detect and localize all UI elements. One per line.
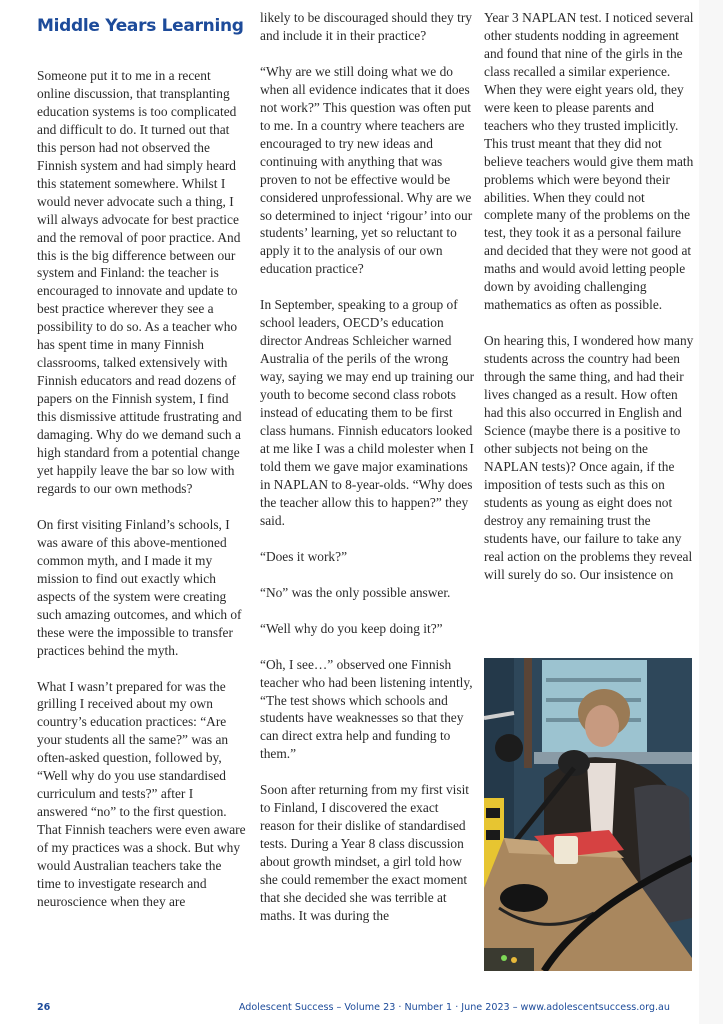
paragraph: “No” was the only possible answer.: [260, 584, 451, 600]
publication-footer: Adolescent Success – Volume 23 · Number 1 · June 2023 – www.adolescentsuccess.org.au: [238, 1002, 670, 1013]
interview-photo: [484, 658, 692, 971]
paragraph: On first visiting Finland’s schools, I was aware of this above-mentioned common myth, and I made it my mission to find out exactly which aspects of the system were creating such amazing outcomes, and which of these were the impossible to transfer practices behind the myth.: [37, 516, 242, 658]
text-column-1: [37, 67, 247, 929]
paragraph: On hearing this, I wondered how many students across the country had been through the same thing, and had their lives changed as a result. How often had this also occurred in English and Science (maybe there is a positive to other subjects not being on the NAPLAN tests)? Once again, if the imposition of tests such as this on students as young as eight does not destroy any remaining trust the students have, our failure to take any real action on the problems they reveal will surely do so. Our insistence on: [484, 333, 694, 582]
page-number: 26: [37, 1002, 51, 1013]
photo-illustration-icon: [484, 658, 692, 971]
paragraph: “Oh, I see…” observed one Finnish teacher who had been listening intently, “The test shows which schools and students have weaknesses so that they can direct extra help and funding to them.”: [260, 656, 473, 762]
paragraph: “Why are we still doing what we do when all evidence indicates that it does not work?” This question was often put to me. In a country where teachers are encouraged to try new ideas and continuing with anything that was proven to not be effective would be considered unprofessional. Why are we so determined to inject ‘rigour’ into our students’ learning, yet so reluctant to apply it to the analysis of our own education practice?: [260, 63, 473, 277]
section-title: Middle Years Learning: [37, 16, 244, 36]
text-column-3: [484, 9, 696, 602]
paragraph: likely to be discouraged should they try and include it in their practice?: [260, 10, 472, 43]
paragraph: “Well why do you keep doing it?”: [260, 620, 443, 636]
page-edge: [699, 0, 723, 1024]
paragraph: What I wasn’t prepared for was the grilling I received about my own country’s education practices: “Are your students all the same?” was an often-asked question, followed by, “Well why do you use standardised curriculum and tests?” after I answered “no” to the first question. That Finnish teachers were even aware of my practices was a shock. But why would Australian teachers take the time to investigate research and neuroscience when they are: [37, 678, 246, 909]
paragraph: “Does it work?”: [260, 548, 348, 564]
paragraph: In September, speaking to a group of school leaders, OECD’s education director Andreas Schleicher warned Australia of the perils of the wrong way, saying we may end up training our youth to become second class robots instead of educating them to be first class humans. Finnish educators looked at me like I was a child molester when I told them we gave major examinations in NAPLAN to 8-year-olds. “Why does the teacher allow this to happen?” they said.: [260, 297, 475, 528]
paragraph: Someone put it to me in a recent online discussion, that transplanting education systems is too complicated and difficult to do. It turned out that this person had not observed the Finnish system and had simply heard this statement somewhere. Whilst I would never advocate such a thing, I will always advocate for best practice and the removal of poor practice. And this is the big difference between our system and Finland: the teacher is encouraged to innovate and update to best practice wherever they see a possibility to do so. As a teacher who has spent time in many Finnish classrooms, talked extensively with Finnish educators and read dozens of papers on the Finnish system, I find this dismissive attitude frustrating and damaging. Why do we demand such a high standard from a potential change yet happily leave the bar so low with regards to our own methods?: [37, 68, 242, 496]
paragraph: Soon after returning from my first visit to Finland, I discovered the exact reason for their dislike of standardised tests. During a Year 8 class discussion about growth mindset, a girl told how she could remember the exact moment that she decided she was terrible at maths. It was during the: [260, 782, 470, 923]
text-column-2: [260, 9, 475, 943]
paragraph: Year 3 NAPLAN test. I noticed several other students nodding in agreement and found that nine of the girls in the class recalled a similar experience. When they were eight years old, they were keen to please parents and teachers who they trusted implicitly. This trust meant that they did not believe teachers would give them math problems which were beyond their abilities. When they could not complete many of the problems on the test, they took it as a personal failure and decided that they were not good at maths and would avoid letting people down by avoiding challenging mathematics as often as possible.: [484, 10, 694, 313]
